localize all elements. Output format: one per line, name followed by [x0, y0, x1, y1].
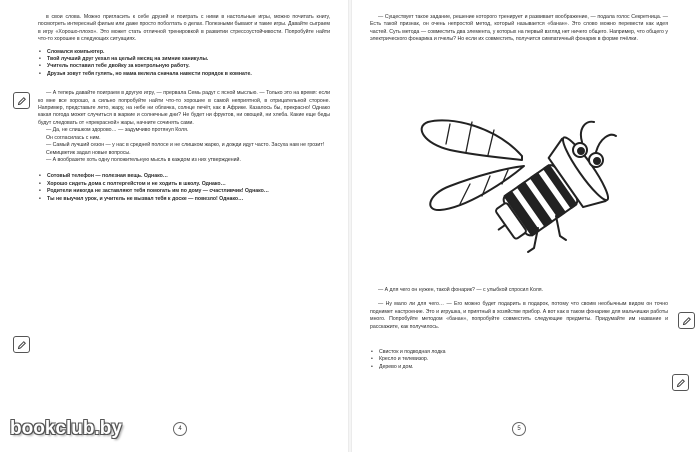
list-item: • Сломался компьютер.: [38, 49, 330, 56]
bee-flashlight-illustration: [410, 110, 640, 280]
dialogue-paragraph: — А для чего он нужен, такой фонарик? — с улыбкой спросил Коля.: [378, 287, 543, 293]
dialogue-paragraph: — Самый лучший сезон — у нас в средней полосе и не слишком жарко, и дожди идут часто. Засуха нам не грозит!: [46, 142, 325, 149]
dialogue-paragraph: — Ну мало ли для чего… — Его можно будет подарить в подарок, потому что своим необычным видом он точно поднимет настроение. Это и игрушка, и приятный в хозяйстве прибор. А вот как в таком фонарике для мальчишки работы много. Попробуйте методом «банан», попробуйте совместить следующие предметы. Придумайте им название и расскажите, как получилось.: [370, 301, 668, 330]
dialogue-paragraph: — А вообразите хоть одну положительную мысль в каждом из них утверждений.: [46, 156, 241, 163]
page-number-right: 5: [512, 422, 526, 436]
dialogue-paragraph: Семицветик задал новые вопросы.: [46, 149, 131, 156]
dialogue-paragraph: — Да, не слишком здорово… — задумчиво протянул Коля.: [46, 127, 189, 134]
list-item: • Родители никогда не заставляют тебя помогать им по дому — счастливчик! Однако…: [38, 188, 330, 195]
dialogue-paragraph: — А теперь давайте поиграем в другую игру, — прервала Семь радуг с ясной мыслью. — Только это на время: если ко мне все хорошо, а сильно попробуйте найти что-то хорошее в самой неприятной, в отрицательной стороне. Например, представьте лето, жару, на небе ни облачка, солнце печёт, как в Африке. Казалось бы, прекрасно! Однако какая погода может случиться в жаркие и солнечные дни? Не будет ни фруктов, ни овощей, ни хлеба. Какие еще беды будут следовать от «прекрасной» жары, начните сочинять сами.: [38, 90, 330, 126]
list-item: • Сотовый телефон — полезная вещь. Однако…: [38, 173, 330, 180]
left-page: [38, 14, 330, 203]
left-dialogue: [38, 90, 330, 164]
pencil-icon: [13, 336, 30, 353]
pencil-icon: [678, 312, 695, 329]
list-item: • Хорошо сидеть дома с полтергейстом и не ходить в школу. Однако…: [38, 181, 330, 188]
list-item: • Твой лучший друг уехал на целый месяц на зимние каникулы.: [38, 56, 330, 63]
right-page-lower: [370, 287, 668, 371]
page-number-left: 4: [173, 422, 187, 436]
list-item: • Свисток и подводная лодка: [370, 349, 668, 356]
right-page: [370, 14, 668, 44]
right-bullet-list: [370, 349, 668, 371]
book-gutter: [348, 0, 352, 452]
list-item: • Дерево и дом.: [370, 364, 668, 371]
left-bullet-list-1: [38, 49, 330, 79]
left-intro-paragraph: в свои слова. Можно пригласить к себе друзей и поиграть с ними в настольные игры, можно почитать книгу, посмотреть интересный фильм или даже просто поболтать о делах. Полезными бывают и такие игры. Давайте сыграем в игру «Хорошо-плохо». Это может стать отличной тренировкой в развитии стрессоустойчивости. Попробуйте найти что-то хорошее в следующих ситуациях.: [38, 14, 330, 43]
list-item: • Кресло и телевизор.: [370, 356, 668, 363]
list-item: • Учитель поставил тебе двойку за контрольную работу.: [38, 63, 330, 70]
dialogue-paragraph: Он согласилась с ним.: [46, 134, 101, 141]
watermark: bookclub.by: [10, 418, 122, 439]
list-item: • Ты не выучил урок, и учитель не вызвал тебя к доске — повезло! Однако…: [38, 196, 330, 203]
left-bullet-list-2: [38, 173, 330, 203]
list-item: • Друзья зовут тебя гулять, но мама велела сначала навести порядок в комнате.: [38, 71, 330, 78]
right-intro-paragraph: — Существует такое задание, решение которого тренирует и развивает воображение, — подала голос Секретница. — Есть такой признак, он очень непростой метод, который называется «банан». Это слово можно перевести как идея частей. Суть метода — совместить два элемента, у которых на первый взгляд нет ничего общего. Например, что общего у электрического фонарика и пчелы? Но если их совместить, получится симпатичный фонарик в форме пчёлки.: [370, 14, 668, 43]
pencil-icon: [13, 92, 30, 109]
pencil-icon: [672, 374, 689, 391]
